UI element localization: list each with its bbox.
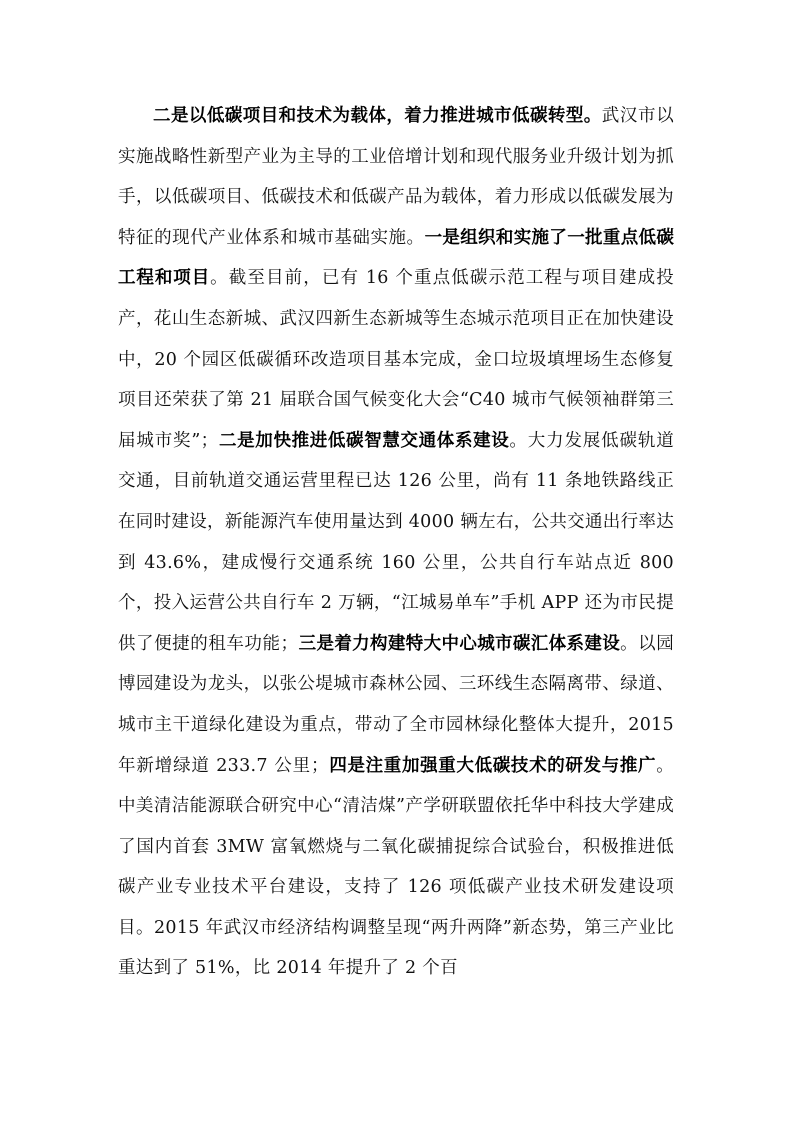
point-one-heading: 一是组织和实施了一批重点低碳工程和项目 [118, 227, 674, 289]
point-four-text: 。中美清洁能源联合研究中心“清洁煤”产学研联盟依托华中科技大学建成了国内首套 3MW 富氧燃烧与二氧化碳捕捉综合试验台，积极推进低碳产业专业技术平台建设，支持了 126 项低碳产业技术研发建设项目。2015 年武汉市经济结构调整呈现“两升两降”新态势，第三产业比重达到了 51%，比 2014 年提升了 2 个百 [118, 755, 674, 979]
point-two-text: 。大力发展低碳轨道交通，目前轨道交通运营里程已达 126 公里，尚有 11 条地铁路线正在同时建设，新能源汽车使用量达到 4000 辆左右，公共交通出行率达到 43.6%，建成慢行交通系统 160 公里，公共自行车站点近 800 个，投入运营公共自行车 2 万辆，“江城易单车”手机 APP 还为市民提供了便捷的租车功能； [118, 430, 675, 654]
body-paragraph [118, 96, 674, 989]
point-two-heading: 二是加快推进低碳智慧交通体系建设 [218, 430, 510, 451]
intro-text: 武汉市以实施战略性新型产业为主导的工业倍增计划和现代服务业升级计划为抓手，以低碳项目、低碳技术和低碳产品为载体，着力形成以低碳发展为特征的现代产业体系和城市基础实施。 [118, 106, 674, 248]
point-three-text: 。以园博园建设为龙头，以张公堤城市森林公园、三环线生态隔离带、绿道、城市主干道绿化建设为重点，带动了全市园林绿化整体大提升，2015 年新增绿道 233.7 公里； [118, 633, 674, 776]
point-one-text: 。截至目前，已有 16 个重点低碳示范工程与项目建成投产，花山生态新城、武汉四新生态新城等生态城示范项目正在加快建设中，20 个园区低碳循环改造项目基本完成，金口垃圾填埋场生态修复项目还荣获了第 21 届联合国气候变化大会“C40 城市气候领袖群第三届城市奖”； [118, 268, 674, 451]
point-three-heading: 三是着力构建特大中心城市碳汇体系建设 [298, 633, 621, 654]
heading-low-carbon-transition: 二是以低碳项目和技术为载体，着力推进城市低碳转型。 [153, 106, 602, 126]
point-four-heading: 四是注重加强重大低碳技术的研发与推广 [328, 755, 657, 776]
